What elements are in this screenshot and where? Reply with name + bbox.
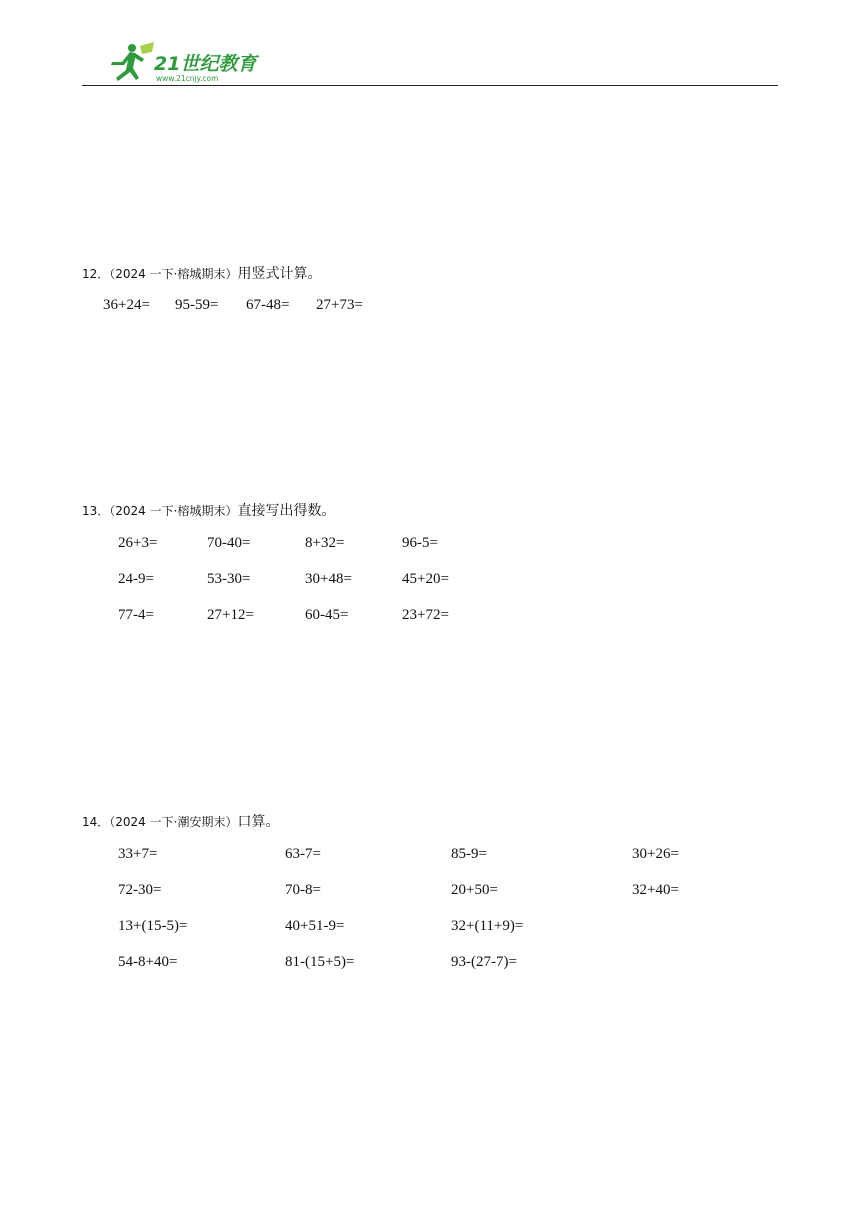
equation: 23+72= (402, 607, 449, 623)
equation: 95-59= (175, 297, 219, 313)
logo-title: 21世纪教育 (154, 53, 257, 75)
equation: 70-40= (207, 535, 251, 551)
question-instruction: 用竖式计算。 (237, 266, 322, 282)
question-source: （2024 一下·潮安期末） (109, 815, 238, 829)
equation: 36+24= (103, 297, 150, 313)
site-logo (102, 40, 272, 84)
question-instruction: 口算。 (237, 814, 280, 830)
equation: 53-30= (207, 571, 251, 587)
question-12-title (82, 263, 321, 283)
equation: 32+(11+9)= (451, 918, 524, 934)
question-source: （2024 一下·榕城期末） (109, 504, 238, 518)
equation: 45+20= (402, 571, 449, 587)
equation: 96-5= (402, 535, 438, 551)
equation: 30+48= (305, 571, 352, 587)
equation: 27+73= (316, 297, 363, 313)
equation: 67-48= (246, 297, 290, 313)
equation: 72-30= (118, 882, 162, 898)
question-number: 12． (82, 267, 110, 281)
equation: 70-8= (285, 882, 321, 898)
question-source: （2024 一下·榕城期末） (109, 267, 238, 281)
question-number: 13． (82, 504, 110, 518)
question-14-title (82, 811, 279, 831)
header-divider (82, 85, 778, 86)
logo-url: www.21cnjy.com (156, 74, 219, 83)
equation: 27+12= (207, 607, 254, 623)
equation: 54-8+40= (118, 954, 178, 970)
equation: 93-(27-7)= (451, 954, 517, 970)
equation: 30+26= (632, 846, 679, 862)
equation: 24-9= (118, 571, 154, 587)
question-13-title (82, 500, 335, 520)
question-number: 14． (82, 815, 110, 829)
runner-icon (111, 42, 154, 81)
equation: 77-4= (118, 607, 154, 623)
equation: 13+(15-5)= (118, 918, 188, 934)
equation: 60-45= (305, 607, 349, 623)
equation: 8+32= (305, 535, 345, 551)
equation: 32+40= (632, 882, 679, 898)
equation: 20+50= (451, 882, 498, 898)
equation: 85-9= (451, 846, 487, 862)
equation: 81-(15+5)= (285, 954, 355, 970)
equation: 33+7= (118, 846, 158, 862)
equation: 26+3= (118, 535, 158, 551)
question-instruction: 直接写出得数。 (237, 503, 336, 519)
equation: 63-7= (285, 846, 321, 862)
equation: 40+51-9= (285, 918, 345, 934)
